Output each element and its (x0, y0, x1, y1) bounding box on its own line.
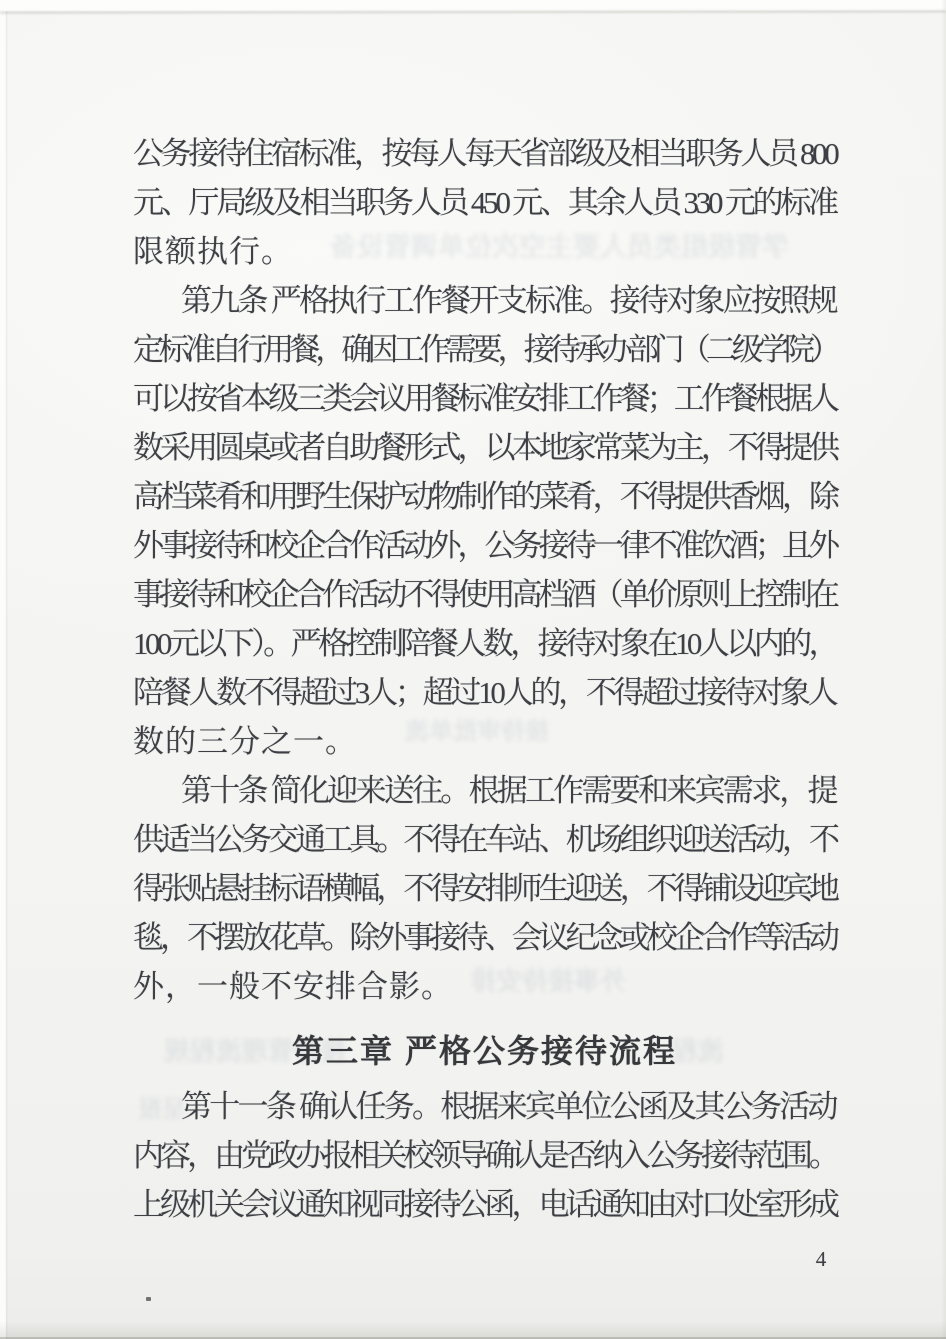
text-line: 供适当公务交通工具。不得在车站、机场组织迎送活动，不 (133, 822, 837, 857)
text-line: 外事接待和校企合作活动外，公务接待一律不准饮酒；且外 (133, 528, 837, 563)
text-line: 毯，不摆放花草。除外事接待、会议纪念或校企合作等活动 (133, 920, 837, 955)
scan-edge-top (0, 0, 946, 11)
text-line: 上级机关会议通知视同接待公函，电话通知由对口处室形成 (133, 1187, 837, 1222)
text-line: 公务接待住宿标准，按每人每天省部级及相当职务人员 800 (133, 136, 837, 171)
text-line: 100元以下）。严格控制陪餐人数，接待对象在10人以内的， (133, 626, 837, 661)
text-line: 陪餐人数不得超过3人；超过10人的，不得超过接待对象人 (133, 675, 836, 710)
chapter-heading: 第三章 严格公务接待流程 (292, 1033, 677, 1069)
scan-edge-bottom (0, 1321, 946, 1339)
ghost-bleed-text: 接待审批单流 (405, 718, 549, 745)
ghost-bleed-text: 呈报 (138, 1096, 186, 1123)
text-line: 可以按省本级三类会议用餐标准安排工作餐；工作餐根据人 (133, 381, 837, 416)
text-line: 第十条 简化迎来送往。根据工作需要和来宾需求，提 (181, 773, 836, 808)
text-line: 限额执行。 (133, 234, 293, 269)
ink-speck (146, 1297, 151, 1301)
text-line: 元、厅局级及相当职务人员 450 元、其余人员 330 元的标准 (133, 185, 836, 220)
text-line: 外，一般不安排合影。 (133, 969, 453, 1004)
paper-sheet (6, 11, 946, 1339)
scan-edge-right (941, 0, 946, 1339)
ghost-bleed-text: 学管级组类员人要主空次位单调管设备 (330, 232, 789, 262)
text-line: 数的三分之一。 (133, 724, 357, 759)
text-line: 内容，由党政办报相关校领导确认是否纳入公务接待范围。 (133, 1138, 837, 1173)
document-body (133, 129, 836, 1229)
text-line: 第九条 严格执行工作餐开支标准。接待对象应按照规 (181, 283, 836, 318)
text-line: 高档菜肴和用野生保护动物制作的菜肴，不得提供香烟，除 (133, 479, 837, 514)
text-line: 数采用圆桌或者自助餐形式，以本地家常菜为主，不得提供 (133, 430, 837, 465)
ghost-bleed-text: 外事接待安排 (469, 966, 626, 996)
page-number: 4 (815, 1247, 827, 1271)
text-line: 第十一条 确认任务。根据来宾单位公函及其公务活动 (181, 1089, 836, 1124)
text-line: 定标准自行用餐，确因工作需要，接待承办部门（二级学院） (133, 332, 837, 367)
ghost-bleed-text: 流程 (671, 1036, 724, 1066)
ghost-bleed-text: 接待管理流程规 (163, 1036, 346, 1066)
text-line: 得张贴悬挂标语横幅，不得安排师生迎送，不得铺设迎宾地 (133, 871, 837, 906)
scan-edge-left (0, 0, 6, 1339)
text-line: 事接待和校企合作活动不得使用高档酒（单价原则上控制在 (133, 577, 837, 612)
